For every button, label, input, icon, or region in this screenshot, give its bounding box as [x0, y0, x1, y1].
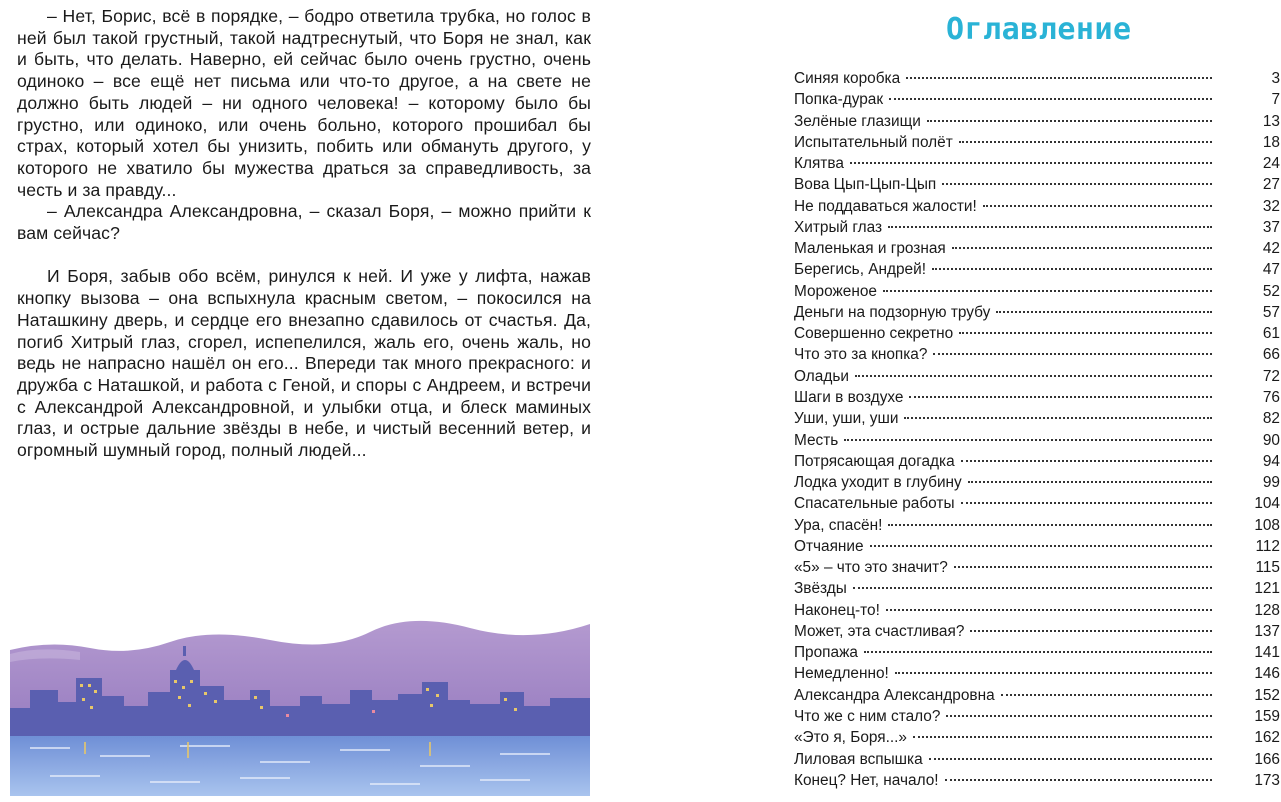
paragraph-3: И Боря, забыв обо всём, ринулся к ней. И уже у лифта, нажав кнопку вызова – она вспыхнула красным светом, – покосился на Наташкину дверь, и сердце его внезапно сдавилось от счастья. Да, погиб Хитрый глаз, сгорел, испепелился, жаль его, очень жаль, но ведь не напрасно нашёл он его... Впереди так много прекрасного: и дружба с Наташкой, и работа с Геной, и споры с Андреем, и встречи с Александрой Александровной, и улыбки отца, и блеск маминых глаз, и острые дальние звёзды в небе, и чистый весенний ветер, и огромный шумный город, полный людей...	[17, 266, 591, 461]
toc-entry-page: 18	[1262, 133, 1280, 151]
toc-entry-title: Спасательные работы	[794, 495, 955, 513]
toc-entry-title: Совершенно секретно	[794, 325, 954, 343]
toc-entry-title: Зелёные глазищи	[794, 112, 921, 130]
toc-entry[interactable]	[794, 238, 1280, 259]
toc-dot-leader	[959, 331, 1212, 334]
toc-entry-title: Мороженое	[794, 282, 877, 300]
toc-entry-page: 32	[1262, 197, 1280, 215]
toc-entry-title: Лодка уходит в глубину	[794, 474, 962, 492]
toc-entry[interactable]	[794, 621, 1280, 642]
toc-dot-leader	[895, 671, 1212, 674]
toc-dot-leader	[946, 714, 1212, 717]
toc-entry[interactable]	[794, 174, 1280, 195]
toc-entry-page: 173	[1254, 771, 1280, 789]
toc-entry[interactable]	[794, 302, 1280, 323]
toc-entry-title: Александра Александровна	[794, 686, 995, 704]
toc-title: Оглавление	[946, 12, 1132, 47]
toc-entry-page: 90	[1262, 431, 1280, 449]
toc-entry[interactable]	[794, 600, 1280, 621]
toc-dot-leader	[855, 374, 1212, 377]
toc-dot-leader	[968, 480, 1212, 483]
toc-entry-page: 137	[1254, 622, 1280, 640]
toc-dot-leader	[850, 161, 1212, 164]
toc-entry-page: 66	[1262, 346, 1280, 364]
toc-entry-title: Конец? Нет, начало!	[794, 771, 939, 789]
toc-entry-page: 57	[1262, 303, 1280, 321]
toc-entry[interactable]	[794, 685, 1280, 706]
toc-entry-page: 162	[1254, 729, 1280, 747]
toc-dot-leader	[909, 395, 1212, 398]
toc-entry-title: «5» – что это значит?	[794, 559, 948, 577]
toc-dot-leader	[929, 757, 1212, 760]
toc-dot-leader	[959, 140, 1212, 143]
toc-entry[interactable]	[794, 578, 1280, 599]
toc-dot-leader	[886, 608, 1212, 611]
toc-entry-title: Шаги в воздухе	[794, 388, 904, 406]
toc-entry-title: Потрясающая догадка	[794, 452, 955, 470]
toc-entry-page: 7	[1271, 91, 1280, 109]
toc-entry-title: Немедленно!	[794, 665, 889, 683]
toc-entry-title: Может, эта счастливая?	[794, 622, 965, 640]
toc-entry[interactable]	[794, 196, 1280, 217]
toc-entry-page: 141	[1254, 644, 1280, 662]
toc-entry-title: Клятва	[794, 155, 844, 173]
toc-entry-title: Не поддаваться жалости!	[794, 197, 977, 215]
toc-entry[interactable]	[794, 770, 1280, 791]
toc-entry[interactable]	[794, 663, 1280, 684]
toc-entry-page: 152	[1254, 686, 1280, 704]
toc-entry-page: 3	[1271, 70, 1280, 87]
toc-entry-title: Что же с ним стало?	[794, 707, 941, 725]
toc-entry-title: Оладьи	[794, 367, 849, 385]
toc-entry[interactable]	[794, 68, 1280, 89]
toc-entry-title: «Это я, Боря...»	[794, 729, 907, 747]
toc-entry-page: 166	[1254, 750, 1280, 768]
toc-entry-page: 146	[1254, 665, 1280, 683]
toc-dot-leader	[961, 459, 1212, 462]
left-page	[0, 0, 600, 802]
toc-dot-leader	[954, 565, 1212, 568]
toc-entry-title: Наконец-то!	[794, 601, 880, 619]
toc-entry[interactable]	[794, 153, 1280, 174]
toc-entry-title: Попка-дурак	[794, 91, 884, 109]
toc-entry[interactable]	[794, 642, 1280, 663]
toc-entry[interactable]	[794, 515, 1280, 536]
night-city-illustration	[10, 620, 590, 796]
toc-entry[interactable]	[794, 366, 1280, 387]
toc-dot-leader	[906, 76, 1212, 79]
toc-dot-leader	[996, 310, 1212, 313]
toc-entry-page: 104	[1254, 495, 1280, 513]
paragraph-1: – Нет, Борис, всё в порядке, – бодро ответила трубка, но голос в ней был такой грустный, такой надтреснутый, что Боря не знал, как и быть, что делать. Наверно, ей сейчас было очень грустно, очень одиноко – все ещё нет письма или что-то другое, а на свете не должно быть людей – ни одного человека! – которому было бы грустно, или одиноко, или очень больно, которого прошибал бы страх, который хотел бы унизить, побить или обмануть другого, у которого не хватило бы мужества драться за справедливость, за честь и за правду...	[17, 6, 591, 200]
toc-entry[interactable]	[794, 344, 1280, 365]
toc-dot-leader	[904, 416, 1212, 419]
toc-entry-title: Лиловая вспышка	[794, 750, 923, 768]
toc-entry-page: 108	[1254, 516, 1280, 534]
toc-entry-page: 99	[1262, 474, 1280, 492]
toc-entry-title: Хитрый глаз	[794, 218, 883, 236]
toc-entry-title: Деньги на подзорную трубу	[794, 303, 991, 321]
table-of-contents	[794, 68, 1280, 791]
toc-entry[interactable]	[794, 281, 1280, 302]
toc-entry-title: Пропажа	[794, 644, 858, 662]
toc-entry[interactable]	[794, 323, 1280, 344]
toc-entry-title: Ура, спасён!	[794, 516, 883, 534]
story-text	[17, 6, 591, 462]
toc-entry-title: Берегись, Андрей!	[794, 261, 926, 279]
toc-entry-page: 121	[1254, 580, 1280, 598]
toc-dot-leader	[1001, 693, 1212, 696]
toc-entry-title: Звёзды	[794, 580, 847, 598]
toc-entry-title: Месть	[794, 431, 839, 449]
toc-entry[interactable]	[794, 493, 1280, 514]
toc-entry-title: Синяя коробка	[794, 70, 901, 87]
toc-entry[interactable]	[794, 472, 1280, 493]
toc-dot-leader	[945, 778, 1212, 781]
toc-entry-page: 76	[1262, 388, 1280, 406]
toc-entry[interactable]	[794, 259, 1280, 280]
toc-dot-leader	[952, 246, 1212, 249]
toc-entry[interactable]	[794, 408, 1280, 429]
toc-entry[interactable]	[794, 706, 1280, 727]
toc-entry[interactable]	[794, 749, 1280, 770]
toc-entry-page: 13	[1262, 112, 1280, 130]
toc-entry-page: 112	[1255, 537, 1280, 555]
toc-entry-title: Испытательный полёт	[794, 133, 953, 151]
toc-entry-page: 94	[1262, 452, 1280, 470]
toc-dot-leader	[927, 119, 1212, 122]
toc-dot-leader	[933, 352, 1212, 355]
toc-entry[interactable]	[794, 217, 1280, 238]
toc-dot-leader	[883, 289, 1212, 292]
toc-dot-leader	[853, 586, 1212, 589]
toc-entry[interactable]	[794, 111, 1280, 132]
toc-entry[interactable]	[794, 387, 1280, 408]
toc-entry[interactable]	[794, 430, 1280, 451]
toc-entry-page: 42	[1262, 240, 1280, 258]
toc-dot-leader	[889, 97, 1212, 100]
toc-dot-leader	[844, 438, 1212, 441]
toc-entry-page: 115	[1255, 559, 1280, 577]
toc-entry-title: Отчаяние	[794, 537, 864, 555]
toc-entry[interactable]	[794, 536, 1280, 557]
toc-entry-page: 27	[1262, 176, 1280, 194]
toc-dot-leader	[888, 225, 1212, 228]
toc-entry[interactable]	[794, 727, 1280, 748]
right-page	[640, 0, 1281, 802]
toc-entry-title: Маленькая и грозная	[794, 240, 946, 258]
toc-dot-leader	[913, 735, 1212, 738]
toc-entry-page: 24	[1262, 155, 1280, 173]
toc-entry-title: Что это за кнопка?	[794, 346, 928, 364]
toc-dot-leader	[870, 544, 1212, 547]
toc-entry-page: 159	[1254, 707, 1280, 725]
toc-entry-page: 52	[1262, 282, 1280, 300]
river	[10, 736, 590, 796]
toc-dot-leader	[932, 267, 1212, 270]
toc-entry-title: Вова Цып-Цып-Цып	[794, 176, 937, 194]
toc-entry-page: 37	[1262, 218, 1280, 236]
toc-entry[interactable]	[794, 132, 1280, 153]
paragraph-2: – Александра Александровна, – сказал Боря, – можно прийти к вам сейчас?	[17, 201, 591, 244]
toc-entry[interactable]	[794, 89, 1280, 110]
toc-dot-leader	[864, 650, 1212, 653]
toc-dot-leader	[983, 204, 1212, 207]
toc-dot-leader	[888, 523, 1212, 526]
toc-entry-page: 128	[1254, 601, 1280, 619]
toc-entry-page: 72	[1262, 367, 1280, 385]
toc-entry-page: 61	[1262, 325, 1280, 343]
toc-entry-page: 82	[1262, 410, 1280, 428]
toc-entry-title: Уши, уши, уши	[794, 410, 899, 428]
toc-entry[interactable]	[794, 557, 1280, 578]
toc-dot-leader	[970, 629, 1212, 632]
toc-dot-leader	[942, 182, 1212, 185]
toc-entry[interactable]	[794, 451, 1280, 472]
toc-entry-page: 47	[1262, 261, 1280, 279]
toc-dot-leader	[961, 501, 1212, 504]
